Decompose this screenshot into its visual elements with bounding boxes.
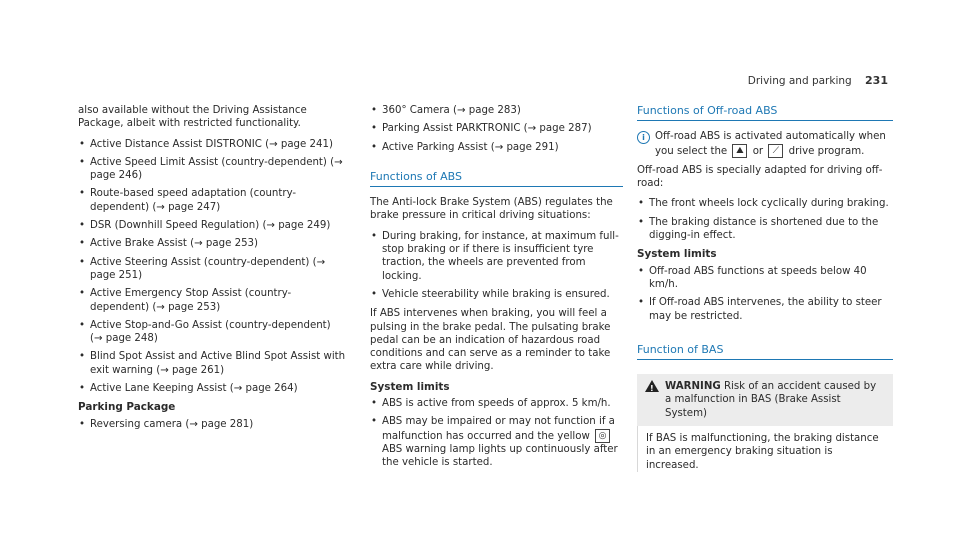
note-text-b: drive program. — [788, 145, 865, 157]
column-3 — [637, 104, 893, 472]
list-item — [370, 415, 623, 469]
list-item: • During braking, for instance, at maximum full-stop braking or if there is insufficient tyre traction, the wheels are prevented from locking. — [370, 230, 623, 283]
warning-body: If BAS is malfunctioning, the braking distance in an emergency braking situation is increased. — [637, 426, 893, 472]
list-item: • The braking distance is shortened due to the digging-in effect. — [637, 216, 893, 243]
list-item: • Active Parking Assist (→ page 291) — [370, 141, 623, 154]
abs-section-title: Functions of ABS — [370, 170, 623, 187]
info-icon: i — [637, 131, 650, 144]
offroad-abs-title: Functions of Off-road ABS — [637, 104, 893, 121]
offroad-intro: Off-road ABS is specially adapted for driving off-road: — [637, 164, 883, 190]
column-1 — [78, 104, 346, 437]
list-item: • Active Brake Assist (→ page 253) — [78, 237, 346, 250]
parking-list-continued — [370, 104, 623, 154]
parking-list — [78, 418, 346, 431]
column-2 — [370, 104, 623, 476]
list-item: • Vehicle steerability while braking is ensured. — [370, 288, 623, 301]
abs-list — [370, 230, 623, 301]
list-item: • Active Lane Keeping Assist (→ page 264) — [78, 382, 346, 395]
offroad-plus-mode-icon: ⟋ — [768, 144, 783, 158]
list-item: • 360° Camera (→ page 283) — [370, 104, 623, 117]
system-limits-heading: System limits — [637, 248, 717, 261]
offroad-limits-list — [637, 265, 893, 323]
abs-limits-list — [370, 397, 623, 469]
list-item: • Active Steering Assist (country-dependent) (→ page 251) — [78, 256, 346, 283]
list-item: • DSR (Downhill Speed Regulation) (→ page 249) — [78, 219, 346, 232]
list-item: • Route-based speed adaptation (country-dependent) (→ page 247) — [78, 187, 346, 214]
abs-warning-lamp-icon: ◎ — [595, 429, 610, 443]
note-text-a: Off-road ABS is activated automatically when you select the — [655, 131, 886, 157]
section-name: Driving and parking — [747, 75, 852, 87]
warning-box — [637, 374, 893, 472]
list-item: • ABS is active from speeds of approx. 5 km/h. — [370, 397, 623, 410]
warning-triangle-icon — [645, 380, 659, 392]
list-item: • If Off-road ABS intervenes, the ability to steer may be restricted. — [637, 296, 893, 323]
assist-list — [78, 138, 346, 396]
page-number: 231 — [865, 74, 888, 87]
list-item: • Active Stop-and-Go Assist (country-dependent) (→ page 248) — [78, 319, 346, 346]
list-item: • Active Emergency Stop Assist (country-dependent) (→ page 253) — [78, 287, 346, 314]
warning-text: Risk of an accident caused by a malfunction in BAS (Brake Assist System) — [665, 381, 877, 419]
abs-intro: The Anti-lock Brake System (ABS) regulates the brake pressure in critical driving situations: — [370, 197, 613, 222]
parking-package-heading: Parking Package — [78, 401, 176, 414]
list-item: • Active Distance Assist DISTRONIC (→ page 241) — [78, 138, 346, 151]
intro-text: also available without the Driving Assistance Package, albeit with restricted functionality. — [78, 105, 307, 130]
list-item: • Blind Spot Assist and Active Blind Spot Assist with exit warning (→ page 261) — [78, 350, 346, 377]
bas-section-title: Function of BAS — [637, 343, 893, 360]
note-or: or — [752, 145, 764, 157]
offroad-list — [637, 197, 893, 242]
system-limits-heading: System limits — [370, 380, 450, 393]
offroad-mode-icon: ⛰ — [732, 144, 747, 158]
list-item: • Off-road ABS functions at speeds below 40 km/h. — [637, 265, 893, 292]
warning-header — [637, 374, 893, 426]
list-item: • The front wheels lock cyclically during braking. — [637, 197, 893, 210]
warning-label: WARNING — [665, 381, 721, 393]
list-item: • Active Speed Limit Assist (country-dependent) (→ page 246) — [78, 156, 346, 183]
info-note — [637, 130, 893, 158]
limit-text-a: ABS may be impaired or may not function if a malfunction has occurred and the yellow — [382, 416, 615, 442]
list-item: • Reversing camera (→ page 281) — [78, 418, 346, 431]
list-item: • Parking Assist PARKTRONIC (→ page 287) — [370, 122, 623, 135]
page-header — [748, 74, 888, 87]
abs-paragraph: If ABS intervenes when braking, you will feel a pulsing in the brake pedal. The pulsating brake pedal can be an indication of hazardous road conditions and can serve as a reminder to take extra care while driving. — [370, 308, 611, 373]
limit-text-b: ABS warning lamp lights up continuously after the vehicle is started. — [382, 443, 618, 469]
